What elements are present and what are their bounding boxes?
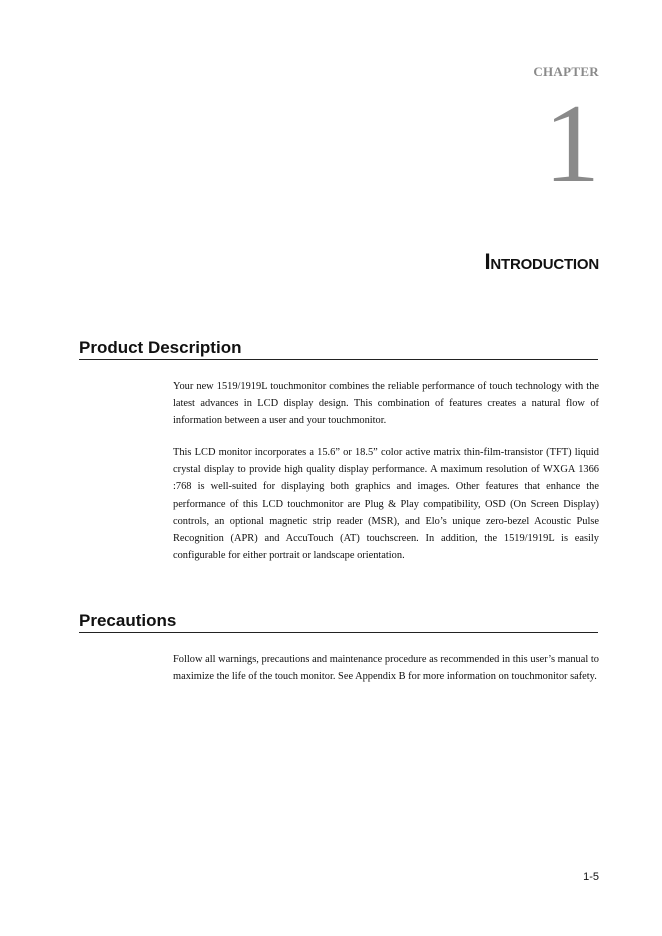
chapter-title: Introduction [484, 249, 599, 274]
chapter-number: 1 [544, 82, 600, 206]
page-number: 1-5 [583, 871, 599, 883]
product-description-paragraph-1: Your new 1519/1919L touchmonitor combines the reliable performance of touch technology with the latest advances in LCD display design. This combination of features creates a natural flow of information between a user and your touchmonitor. [173, 381, 599, 427]
product-description-paragraph-2: This LCD monitor incorporates a 15.6” or 18.5” color active matrix thin-film-transistor (TFT) liquid crystal display to provide high quality display performance. A maximum resolution of WXGA 1366 :768 is well-suited for displaying both graphics and images. Other features that enhance the performance of this LCD touchmonitor are Plug & Play compatibility, OSD (On Screen Display) controls, an optional magnetic strip reader (MSR), and Elo’s unique zero-bezel Acoustic Pulse Recognition (APR) and AccuTouch (AT) touchscreen. In addition, the 1519/1919L is easily configurable for either portrait or landscape orientation. [173, 447, 599, 562]
chapter-label: CHAPTER [533, 64, 599, 79]
precautions-paragraph: Follow all warnings, precautions and maintenance procedure as recommended in this user’s manual to maximize the life of the touch monitor. See Appendix B for more information on touchmonitor safety. [173, 654, 599, 683]
section-heading-product-description: Product Description [79, 338, 598, 360]
section-heading-precautions: Precautions [79, 611, 598, 633]
